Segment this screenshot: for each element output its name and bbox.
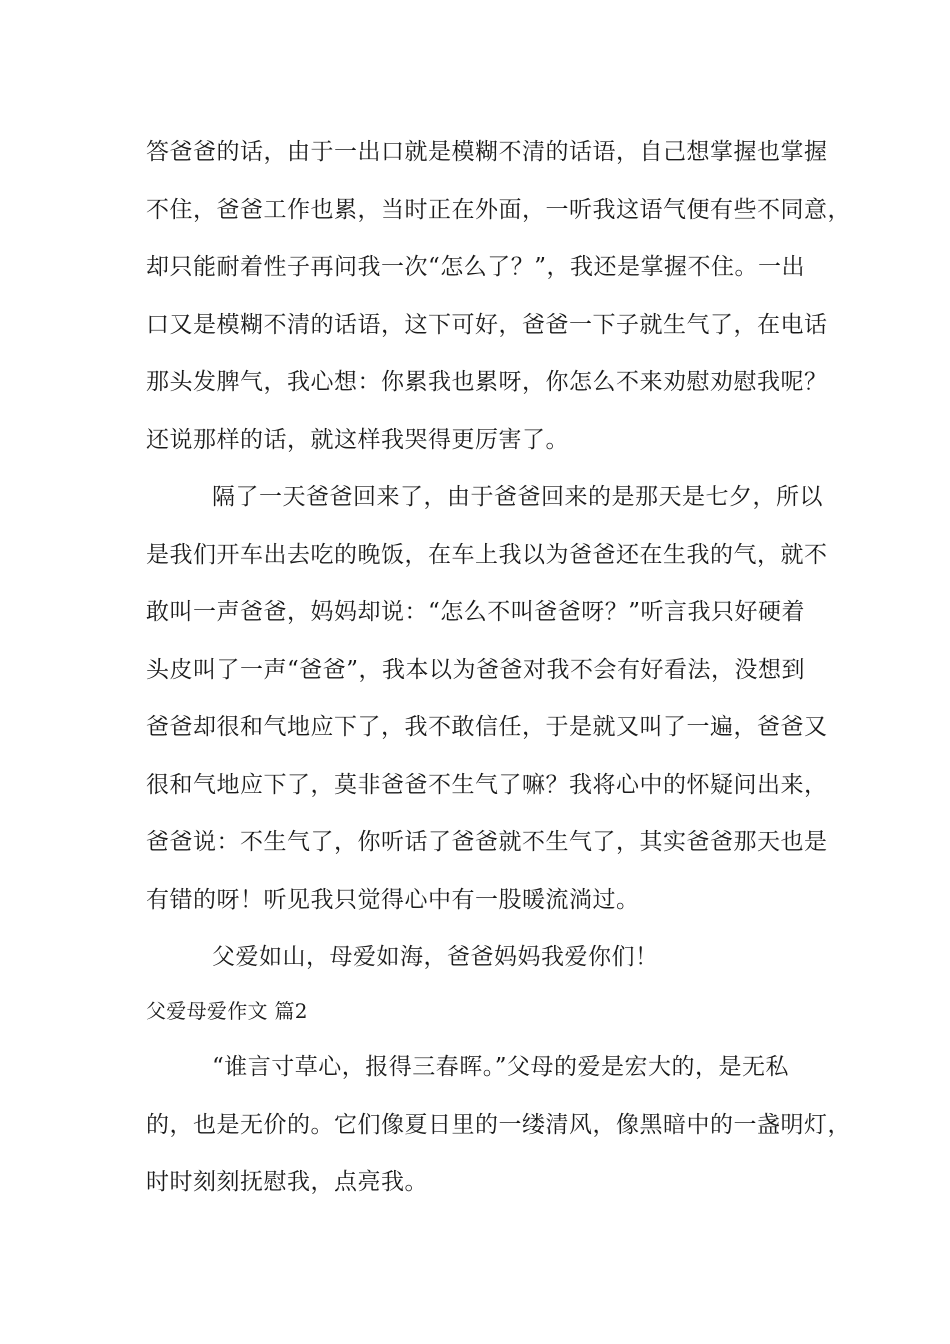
text-line: 隔了一天爸爸回来了，由于爸爸回来的是那天是七夕，所以 bbox=[212, 484, 823, 510]
text-line: 是我们开车出去吃的晚饭，在车上我以为爸爸还在生我的气，就不 bbox=[146, 542, 828, 568]
text-line: 父爱如山，母爱如海，爸爸妈妈我爱你们！ bbox=[212, 944, 659, 970]
section-heading: 父爱母爱作文 篇2 bbox=[146, 999, 308, 1023]
text-line: 爸爸却很和气地应下了，我不敢信任，于是就又叫了一遍，爸爸又 bbox=[146, 714, 828, 740]
text-line: “谁言寸草心，报得三春晖。”父母的爱是宏大的，是无私 bbox=[212, 1054, 790, 1080]
text-line: 答爸爸的话，由于一出口就是模糊不清的话语，自己想掌握也掌握 bbox=[146, 139, 828, 165]
text-line: 爸爸说：不生气了，你听话了爸爸就不生气了，其实爸爸那天也是 bbox=[146, 829, 828, 855]
text-line: 有错的呀！听见我只觉得心中有一股暖流淌过。 bbox=[146, 887, 640, 913]
text-line: 不住，爸爸工作也累，当时正在外面，一听我这语气便有些不同意， bbox=[146, 197, 851, 223]
text-line: 敢叫一声爸爸，妈妈却说：“怎么不叫爸爸呀？”听言我只好硬着 bbox=[146, 599, 806, 625]
text-line: 头皮叫了一声“爸爸”，我本以为爸爸对我不会有好看法，没想到 bbox=[146, 657, 806, 683]
text-line: 时时刻刻抚慰我，点亮我。 bbox=[146, 1169, 428, 1195]
text-line: 还说那样的话，就这样我哭得更厉害了。 bbox=[146, 427, 569, 453]
text-line: 的，也是无价的。它们像夏日里的一缕清风，像黑暗中的一盏明灯， bbox=[146, 1112, 851, 1138]
text-line: 那头发脾气，我心想：你累我也累呀，你怎么不来劝慰劝慰我呢？ bbox=[146, 369, 828, 395]
text-line: 却只能耐着性子再问我一次“怎么了？”，我还是掌握不住。一出 bbox=[146, 254, 806, 280]
text-line: 很和气地应下了，莫非爸爸不生气了嘛？我将心中的怀疑问出来， bbox=[146, 772, 828, 798]
text-line: 口又是模糊不清的话语，这下可好，爸爸一下子就生气了，在电话 bbox=[146, 312, 828, 338]
